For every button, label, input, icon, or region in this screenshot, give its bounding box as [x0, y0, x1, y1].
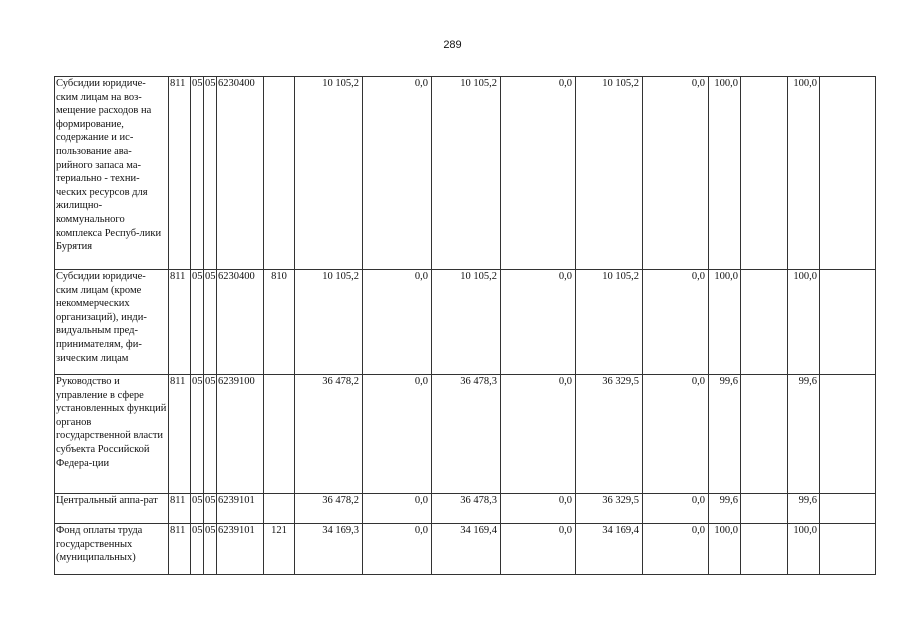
- cell-exec-federal: 0,0: [643, 77, 709, 270]
- cell-exec-total: 34 169,4: [576, 524, 643, 575]
- cell-pct-empty: [741, 77, 788, 270]
- table-row: [55, 77, 876, 270]
- cell-refined-federal: 0,0: [501, 270, 576, 375]
- cell-pct-total: 99,6: [709, 494, 741, 524]
- row-name: Центральный аппа-рат: [55, 494, 169, 524]
- cell-pr: 05: [204, 494, 217, 524]
- cell-refined-federal: 0,0: [501, 494, 576, 524]
- cell-csr: 6230400: [217, 270, 264, 375]
- cell-pct-empty: [741, 270, 788, 375]
- cell-csr: 6230400: [217, 77, 264, 270]
- cell-exec-total: 10 105,2: [576, 77, 643, 270]
- cell-plan-federal: 0,0: [363, 270, 432, 375]
- cell-pct-total: 100,0: [709, 270, 741, 375]
- cell-pct-last: [820, 375, 876, 494]
- cell-pr: 05: [204, 524, 217, 575]
- row-name: Фонд оплаты труда государственных (муниципальных): [55, 524, 169, 575]
- table-row: [55, 270, 876, 375]
- cell-vr: 810: [264, 270, 295, 375]
- cell-pct-empty: [741, 375, 788, 494]
- cell-refined-federal: 0,0: [501, 524, 576, 575]
- cell-plan-total: 36 478,2: [295, 375, 363, 494]
- table-row: [55, 494, 876, 524]
- cell-pr: 05: [204, 270, 217, 375]
- cell-pct-refined: 99,6: [788, 494, 820, 524]
- cell-pct-total: 100,0: [709, 524, 741, 575]
- cell-vr: [264, 375, 295, 494]
- row-name: Руководство и управление в сфере установленных функций органов государственной власти субъекта Российской Федера-ции: [55, 375, 169, 494]
- cell-refined-total: 10 105,2: [432, 270, 501, 375]
- cell-pct-total: 100,0: [709, 77, 741, 270]
- cell-pct-refined: 100,0: [788, 270, 820, 375]
- budget-table: [54, 76, 876, 575]
- cell-exec-federal: 0,0: [643, 524, 709, 575]
- cell-ved: 811: [169, 494, 191, 524]
- cell-ved: 811: [169, 270, 191, 375]
- cell-rz: 05: [191, 375, 204, 494]
- table-row: [55, 375, 876, 494]
- row-name: Субсидии юридиче-ским лицам (кроме некоммерческих организаций), инди-видуальным пред-принимателям, фи-зическим лицам: [55, 270, 169, 375]
- cell-refined-total: 10 105,2: [432, 77, 501, 270]
- cell-plan-total: 36 478,2: [295, 494, 363, 524]
- cell-plan-federal: 0,0: [363, 77, 432, 270]
- cell-pct-refined: 100,0: [788, 524, 820, 575]
- cell-rz: 05: [191, 270, 204, 375]
- cell-rz: 05: [191, 77, 204, 270]
- cell-pct-refined: 100,0: [788, 77, 820, 270]
- cell-ved: 811: [169, 375, 191, 494]
- cell-exec-federal: 0,0: [643, 375, 709, 494]
- cell-plan-federal: 0,0: [363, 524, 432, 575]
- cell-pct-total: 99,6: [709, 375, 741, 494]
- cell-ved: 811: [169, 524, 191, 575]
- cell-plan-federal: 0,0: [363, 375, 432, 494]
- cell-pr: 05: [204, 375, 217, 494]
- row-name: Субсидии юридиче-ским лицам на воз-мещение расходов на формирование, содержание и ис-пользование ава-рийного запаса ма-териально - техни-ческих ресурсов для жилищно-коммунального комплекса Респуб-лики Бурятия: [55, 77, 169, 270]
- cell-csr: 6239100: [217, 375, 264, 494]
- cell-vr: [264, 494, 295, 524]
- cell-rz: 05: [191, 524, 204, 575]
- cell-pct-last: [820, 77, 876, 270]
- cell-refined-total: 36 478,3: [432, 494, 501, 524]
- cell-plan-federal: 0,0: [363, 494, 432, 524]
- cell-vr: 121: [264, 524, 295, 575]
- cell-refined-total: 34 169,4: [432, 524, 501, 575]
- cell-rz: 05: [191, 494, 204, 524]
- cell-pct-last: [820, 524, 876, 575]
- cell-refined-federal: 0,0: [501, 77, 576, 270]
- cell-pct-last: [820, 494, 876, 524]
- table-row: [55, 524, 876, 575]
- cell-csr: 6239101: [217, 494, 264, 524]
- cell-exec-federal: 0,0: [643, 494, 709, 524]
- cell-plan-total: 34 169,3: [295, 524, 363, 575]
- cell-pct-empty: [741, 524, 788, 575]
- cell-pct-empty: [741, 494, 788, 524]
- cell-refined-federal: 0,0: [501, 375, 576, 494]
- cell-exec-total: 36 329,5: [576, 494, 643, 524]
- cell-ved: 811: [169, 77, 191, 270]
- cell-vr: [264, 77, 295, 270]
- cell-exec-total: 10 105,2: [576, 270, 643, 375]
- cell-csr: 6239101: [217, 524, 264, 575]
- page-number: 289: [443, 39, 462, 51]
- cell-pct-last: [820, 270, 876, 375]
- cell-plan-total: 10 105,2: [295, 270, 363, 375]
- cell-pr: 05: [204, 77, 217, 270]
- cell-refined-total: 36 478,3: [432, 375, 501, 494]
- cell-pct-refined: 99,6: [788, 375, 820, 494]
- cell-plan-total: 10 105,2: [295, 77, 363, 270]
- cell-exec-total: 36 329,5: [576, 375, 643, 494]
- cell-exec-federal: 0,0: [643, 270, 709, 375]
